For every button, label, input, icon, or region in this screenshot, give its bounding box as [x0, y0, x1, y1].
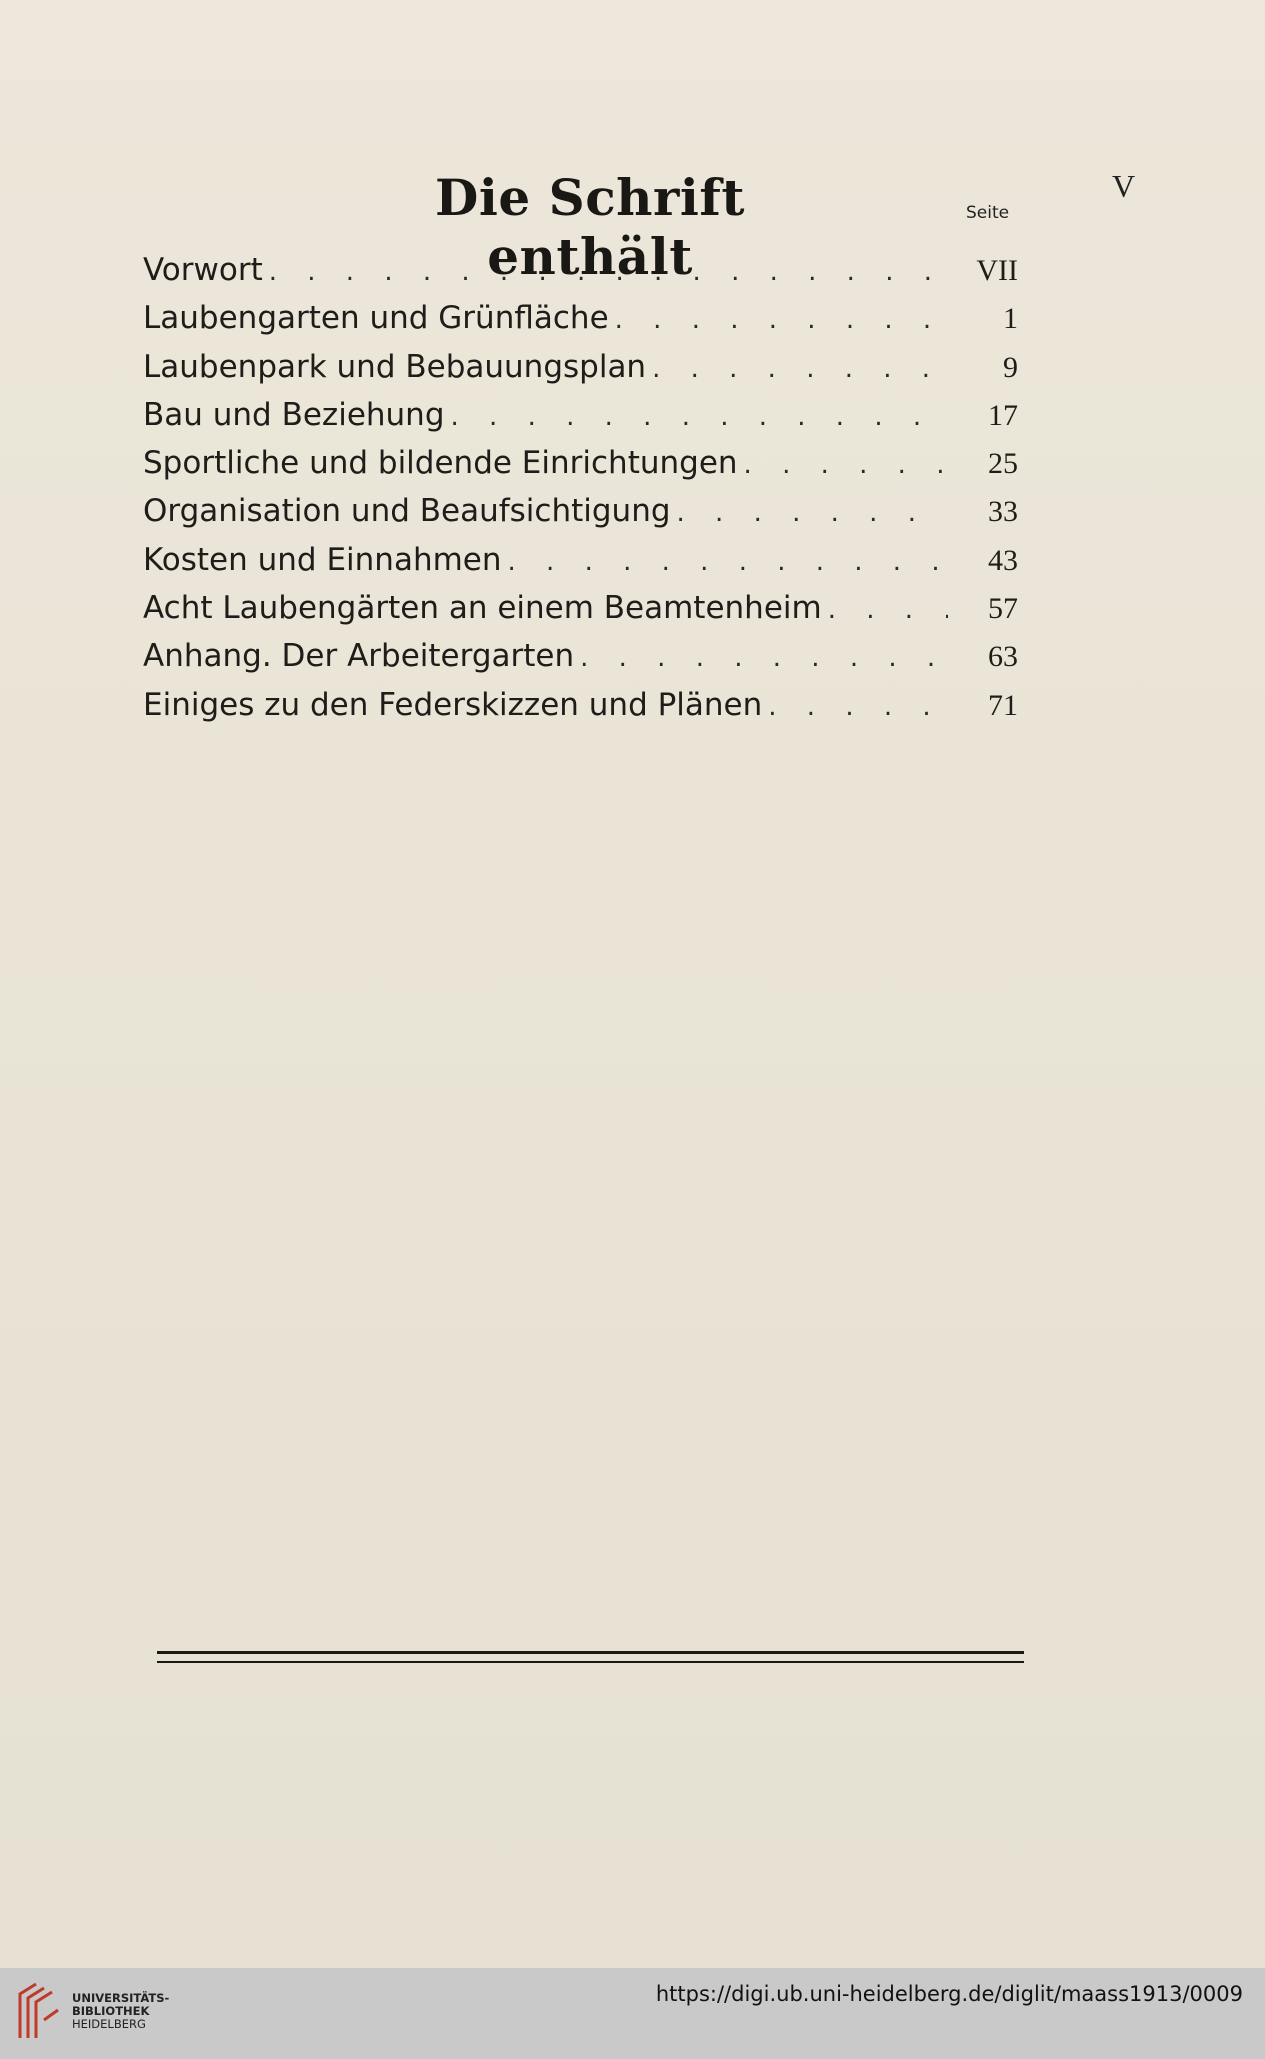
viewer-footer [0, 1968, 1265, 2059]
toc-entry [143, 687, 1018, 735]
library-name [72, 1992, 169, 2031]
dot-leader [615, 305, 948, 335]
library-name-line: HEIDELBERG [72, 2017, 146, 2031]
toc-entry [143, 300, 1018, 348]
library-name-line: UNIVERSITÄTS- [72, 1991, 170, 2005]
toc-entry-page: 33 [988, 495, 1018, 529]
toc-entry-title: Einiges zu den Federskizzen und Plänen [143, 686, 763, 723]
toc-entry [143, 397, 1018, 445]
dot-leader [652, 354, 948, 384]
toc-entry-page: 1 [1003, 302, 1018, 336]
dot-leader [580, 643, 948, 673]
dot-leader [677, 498, 948, 528]
dot-leader [768, 692, 948, 722]
double-rule-bottom [157, 1661, 1024, 1663]
toc-entry-page: 71 [988, 688, 1018, 722]
toc-entry [143, 493, 1018, 541]
dot-leader [828, 595, 948, 625]
toc-entry-page: 63 [988, 640, 1018, 674]
toc-entry-page: 25 [988, 447, 1018, 481]
permalink-url[interactable]: https://digi.ub.uni-heidelberg.de/diglit/maass1913/0009 [655, 1982, 1243, 2006]
toc-entry-title: Sportliche und bildende Einrichtungen [143, 445, 738, 482]
toc-entry-title: Vorwort [143, 252, 263, 288]
toc-entry-page: 17 [988, 398, 1018, 432]
toc-entry-page: 43 [988, 543, 1018, 577]
library-name-line: BIBLIOTHEK [72, 2004, 150, 2018]
toc-entry [143, 252, 1018, 300]
dot-leader [508, 547, 948, 577]
double-rule-top [157, 1651, 1024, 1654]
dot-leader [451, 402, 948, 432]
toc-entry-title: Organisation und Beaufsichtigung [143, 493, 671, 530]
toc-entry-title: Kosten und Einnahmen [143, 541, 502, 578]
dot-leader [744, 450, 948, 480]
dot-leader [269, 257, 948, 287]
toc-entry-title: Laubenpark und Bebauungsplan [143, 348, 647, 385]
toc-entry-title: Bau und Beziehung [143, 396, 445, 433]
toc-entry [143, 542, 1018, 590]
toc-entry [143, 638, 1018, 686]
toc-entry [143, 349, 1018, 397]
toc-entry-title: Anhang. Der Arbeitergarten [143, 638, 575, 675]
toc-entry-title: Acht Laubengärten an einem Beamtenheim [143, 590, 822, 627]
toc-entry [143, 445, 1018, 493]
library-logo-icon[interactable] [14, 1980, 64, 2042]
table-of-contents [143, 252, 1018, 735]
toc-entry-page: 57 [988, 592, 1018, 626]
page-title: Die Schrift enthält [435, 168, 745, 286]
toc-entry-page: VII [976, 254, 1018, 287]
toc-entry [143, 590, 1018, 638]
page-number: V [1112, 168, 1136, 204]
toc-entry-title: Laubengarten und Grünfläche [143, 300, 609, 337]
page-column-label: Seite [966, 203, 1010, 223]
toc-entry-page: 9 [1003, 350, 1018, 384]
